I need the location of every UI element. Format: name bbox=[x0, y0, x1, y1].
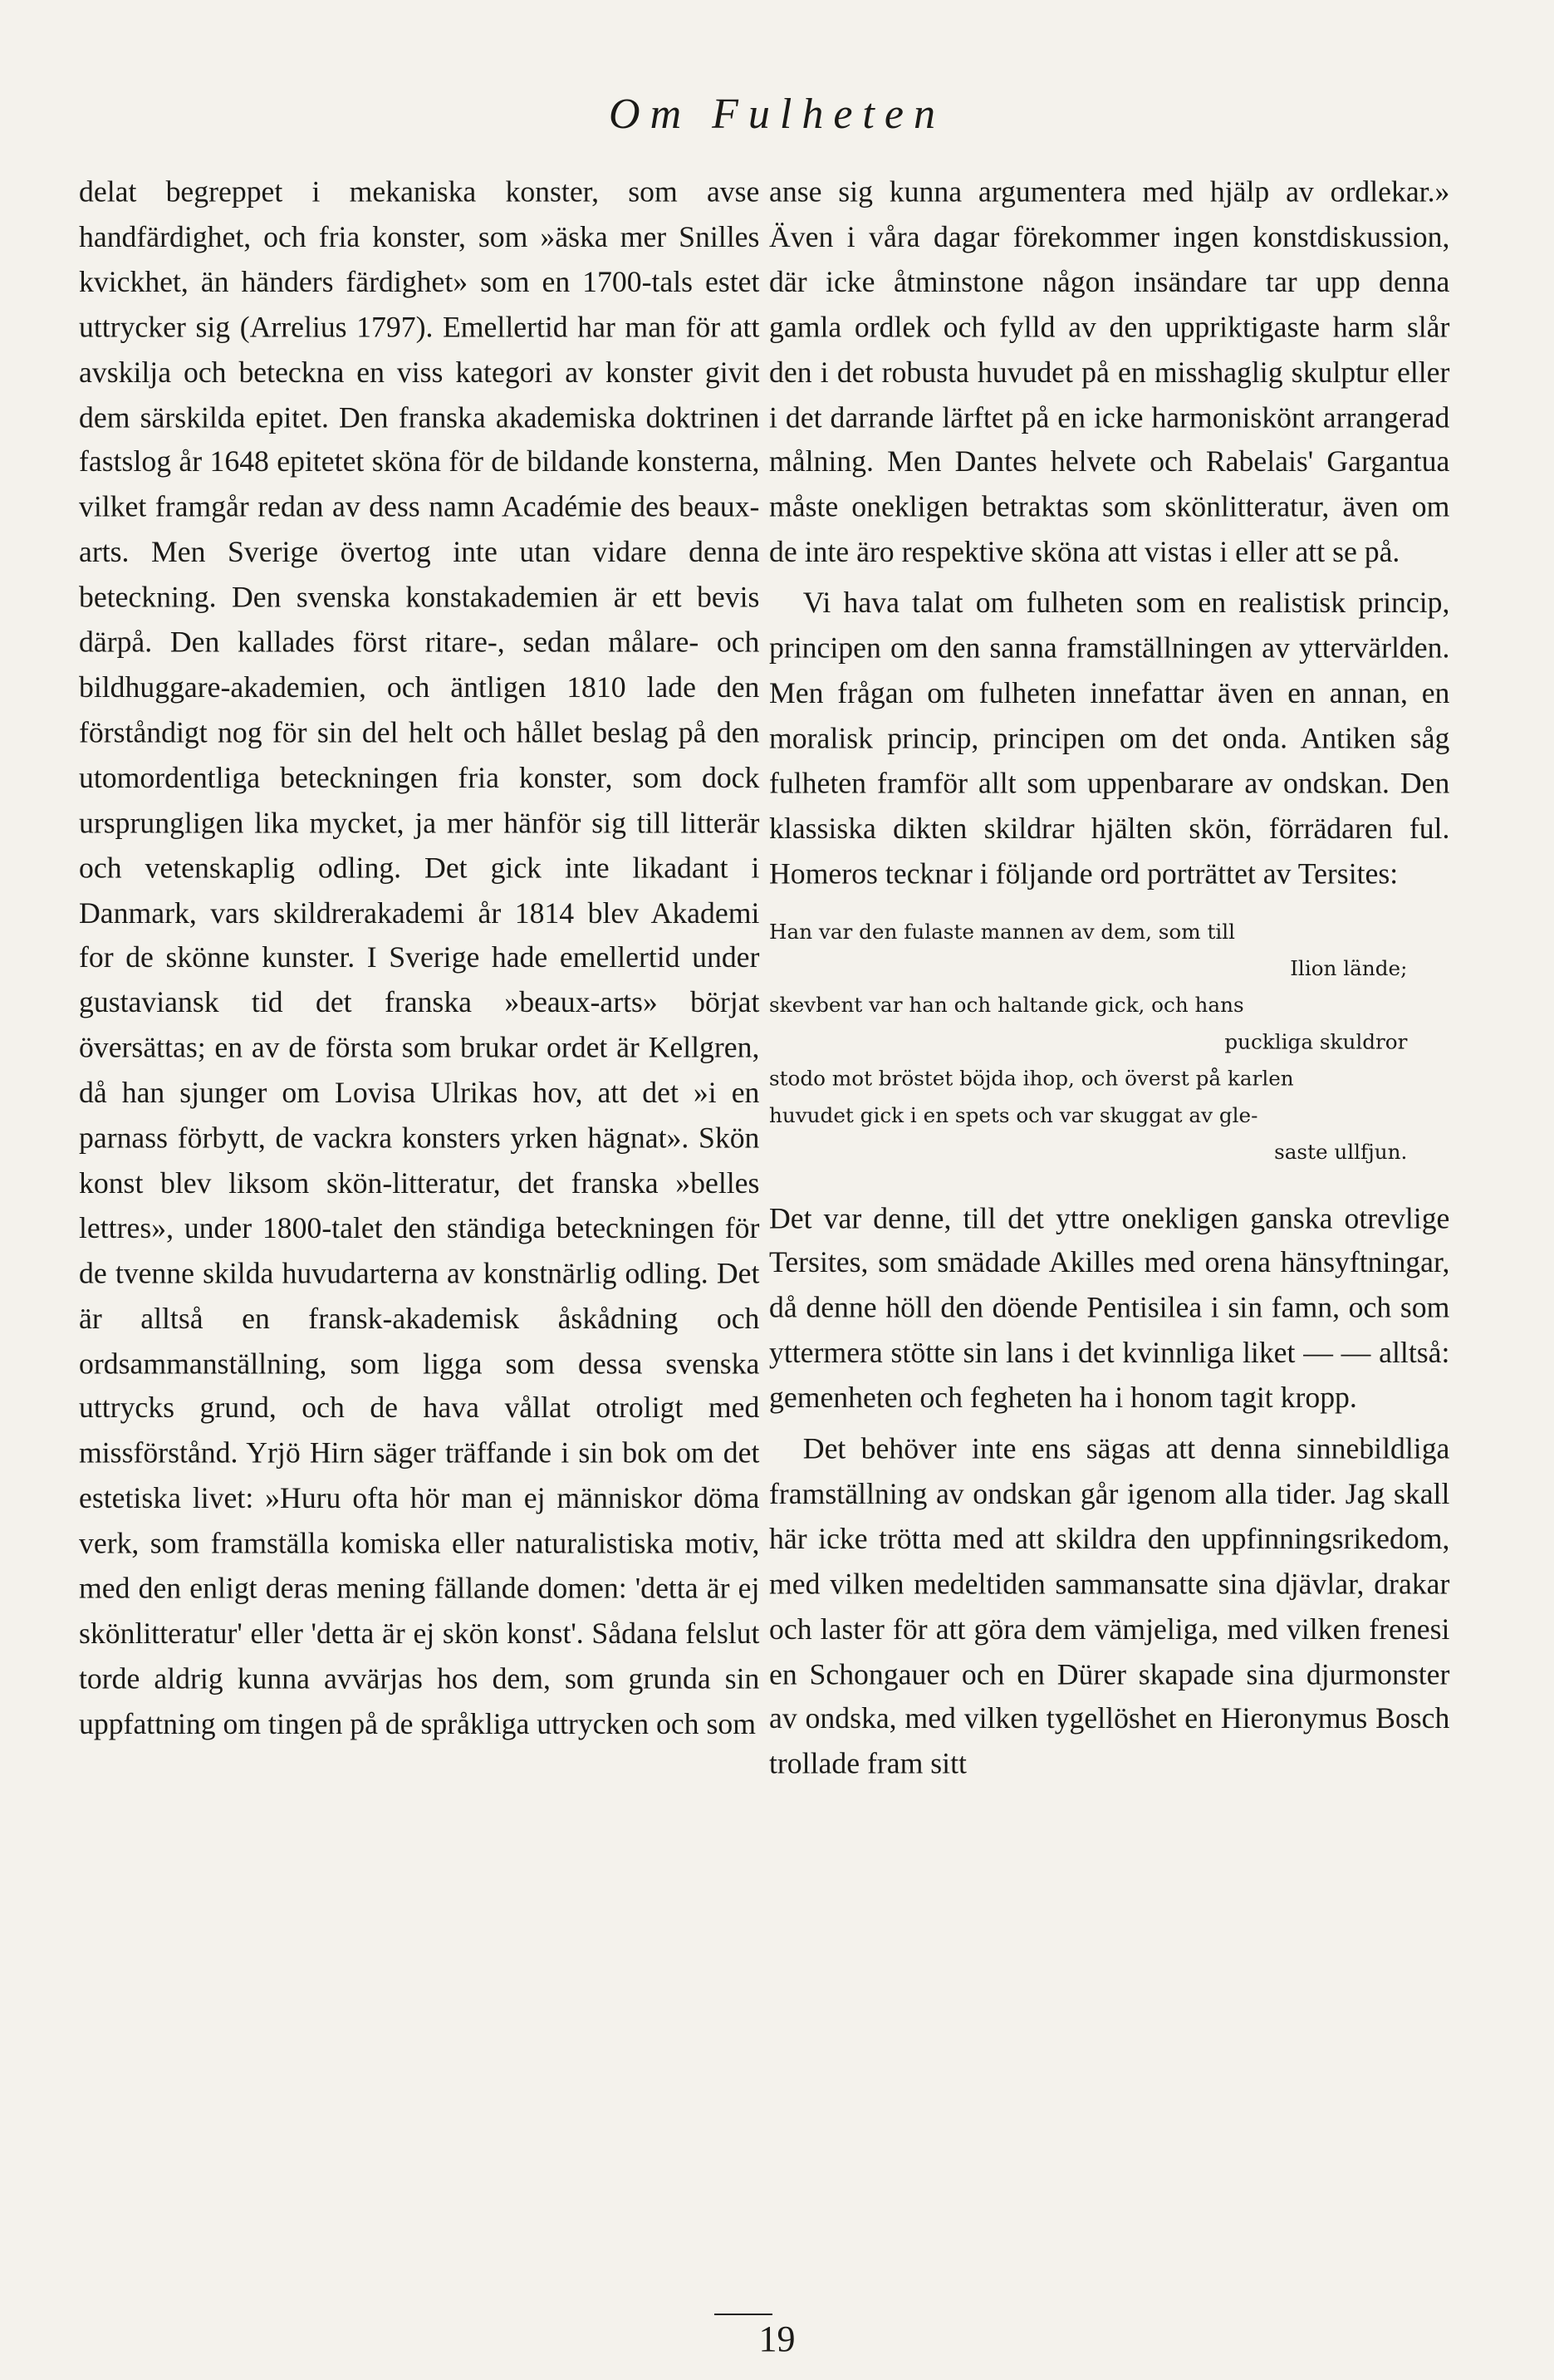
quote-line: skevbent var han och haltande gick, och hans bbox=[769, 994, 1244, 1018]
quote-line: saste ullfjun. bbox=[1274, 1141, 1408, 1164]
quote-line: Han var den fulaste mannen av dem, som till bbox=[769, 920, 1236, 944]
paragraph: Det behöver inte ens sägas att denna sinnebildliga framställning av ondskan går igenom alla tider. Jag skall här icke trötta med att skildra den uppfinningsrikedom, med vilken medeltiden sammansatte sina djävlar, drakar och laster för att göra dem vämjeliga, med vilken frenesi en Schongauer och en Dürer skapade sina djurmonster av ondska, med vilken tygellöshet en Hieronymus Bosch trollade fram sitt bbox=[769, 1431, 1450, 1781]
quote-line: huvudet gick i en spets och var skuggat av gle- bbox=[769, 1104, 1258, 1127]
paragraph: Det var denne, till det yttre onekligen ganska otrevlige Tersites, som smädade Akilles med orena hänsyftningar, då denne höll den döende Pentisilea i sin famn, och som yttermera stötte sin lans i det kvinnliga liket — — alltså: gemenheten och fegheten ha i honom tagit kropp. bbox=[769, 1200, 1450, 1415]
page-number: 19 bbox=[758, 2319, 796, 2359]
running-title: Om Fulheten bbox=[609, 91, 945, 138]
paragraph: Vi hava talat om fulheten som en realistisk princip, principen om den sanna framställningen av yttervärlden. Men frågan om fulheten innefattar även en annan, en moralisk princip, principen om det onda. Antiken såg fulheten framför allt som uppenbarare av ondskan. Den klassiska dikten skildrar hjälten skön, förrädaren ful. Homeros tecknar i följande ord porträttet av Tersites: bbox=[769, 586, 1450, 891]
paragraph: delat begreppet i mekaniska konster, som avse handfärdighet, och fria konster, som »äska mer Snilles kvickhet, än händers färdighet» som en 1700-tals estet uttrycker sig (Arrelius 1797). Emellertid har man för att avskilja och beteckna en viss kategori av konster givit dem särskilda epitet. Den franska akademiska doktrinen fastslog år 1648 epitetet sköna för de bildande konsterna, vilket framgår redan av dess namn Académie des beaux-arts. Men Sverige övertog inte utan vidare denna beteckning. Den svenska konstakademien är ett bevis därpå. Den kallades först ritare-, sedan målare- och bildhuggare-akademien, och äntligen 1810 lade den förståndigt nog för sin del helt och hållet beslag på den utomordentliga beteckningen fria konster, som dock ursprungligen lika mycket, ja mer hänför sig till litterär och vetenskaplig odling. Det gick inte likadant i Danmark, vars skildrerakademi år 1814 blev Akademi for de skönne kunster. I Sverige hade emellertid under gustaviansk tid det franska »beaux-arts» börjat översättas; en av de första som brukar ordet är Kellgren, då han sjunger om Lovisa Ulrikas hov, att det »i en parnass förbytt, de vackra konsters yrken hägnat». Skön konst blev liksom skön-litteratur, det franska »belles lettres», under 1800-talet den ständiga beteckningen för de tvenne skilda huvudarterna av konstnärlig odling. Det är alltså en fransk-akademisk åskådning och ordsammanställning, som ligga som dessa svenska uttrycks grund, och de hava vållat otroligt med missförstånd. Yrjö Hirn säger träffande i sin bok om det estetiska livet: »Huru ofta hör man ej människor döma verk, som framställa komiska eller naturalistiska motiv, med den enligt deras mening fällande domen: 'detta är ej skönlitteratur' eller 'detta är ej skön konst'. Sådana felslut torde aldrig kunna avvärjas hos dem, som grunda sin uppfattning om tingen på de språkliga uttrycken och som bbox=[79, 174, 760, 1741]
quote-line: puckliga skuldror bbox=[1224, 1031, 1408, 1054]
right-column bbox=[769, 170, 1449, 1788]
paragraph: anse sig kunna argumentera med hjälp av ordlekar.» Även i våra dagar förekommer ingen konstdiskussion, där icke åtminstone någon insändare tar upp denna gamla ordlek och fylld av den uppriktigaste harm slår den i det robusta huvudet på en misshaglig skulptur eller i det darrande lärftet på en icke harmoniskönt arrangerad målning. Men Dantes helvete och Rabelais' Gargantua måste onekligen betraktas som skönlitteratur, även om de inte äro respektive sköna att vistas i eller att se på. bbox=[769, 174, 1450, 569]
verse-quote bbox=[769, 914, 1449, 1170]
quote-line: stodo mot bröstet böjda ihop, och överst på karlen bbox=[769, 1067, 1294, 1091]
quote-line: Ilion lände; bbox=[1290, 957, 1408, 980]
left-column bbox=[79, 170, 759, 1747]
divider bbox=[714, 2314, 772, 2315]
